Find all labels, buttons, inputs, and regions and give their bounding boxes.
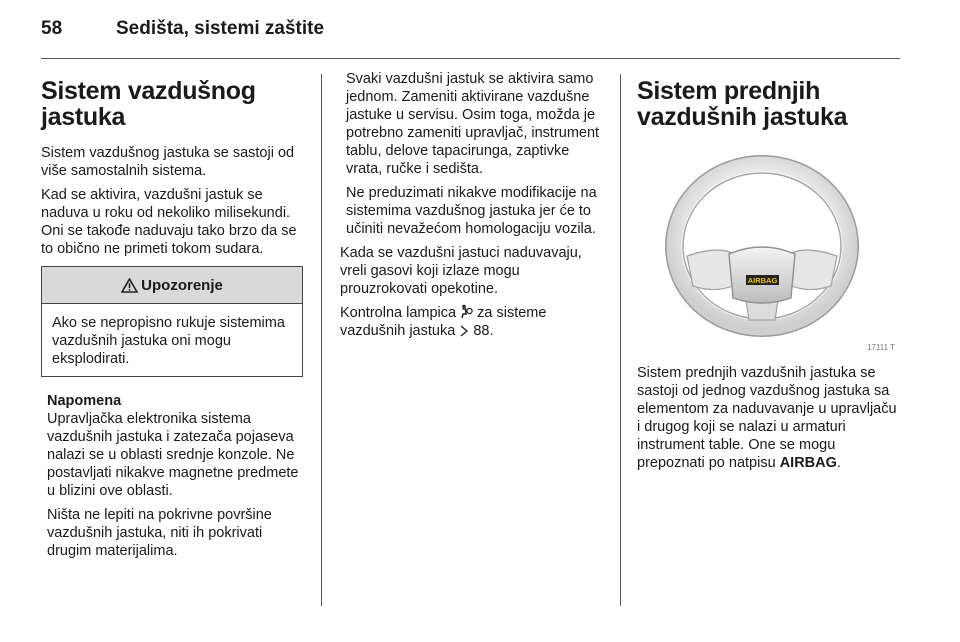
header-rule <box>41 58 900 59</box>
column-divider-2 <box>620 74 621 606</box>
airbag-keyword: AIRBAG <box>779 455 837 471</box>
warning-text: Ako se nepropisno rukuje sistemima vazdušnih jastuka oni mogu eksplodirati. <box>52 315 285 367</box>
page-header <box>41 18 900 46</box>
warning-triangle-icon <box>121 278 138 293</box>
paragraph: Sistem vazdušnog jastuka se sastoji od više samostalnih sistema. <box>41 145 295 179</box>
warning-box <box>41 266 303 377</box>
page-number: 58 <box>41 18 63 39</box>
airbag-warning-lamp-icon <box>460 304 473 319</box>
figure-code: 17111 T <box>866 343 895 352</box>
airbag-label: AIRBAG <box>747 276 778 285</box>
note-paragraph: Upravljačka elektronika sistema vazdušnih jastuka i zatezača pojaseva nalazi se u oblasti srednje konzole. Ne postavljati nikakve magnetne predmete u blizini ove oblasti. <box>47 411 299 499</box>
section-heading-airbag-system: Sistem vazdušnog jastuka <box>41 77 256 131</box>
note-block <box>41 393 303 560</box>
warning-body <box>42 304 302 376</box>
warning-header <box>42 267 302 304</box>
note-title: Napomena <box>47 393 122 409</box>
paragraph-front-airbag <box>637 364 901 472</box>
lamp-text-mid: za sisteme vazdušnih jastuka <box>340 305 547 339</box>
chapter-title: Sedišta, sistemi zaštite <box>116 18 325 39</box>
paragraph: Ne preduzimati nikakve modifikacije na sistemima vazdušnog jastuka jer će to učiniti nevažećom homologaciju vozila. <box>346 185 597 237</box>
paragraph-control-lamp <box>340 304 605 340</box>
paragraph-text: Sistem prednjih vazdušnih jastuka se sastoji od jednog vazdušnog jastuka sa elementom za naduvavanje u upravljaču i drugog koji se nalazi u armaturi instrument table. One se mogu prepoznati po natpisu <box>637 365 897 471</box>
paragraph-end: . <box>836 455 841 471</box>
page-reference[interactable]: 88. <box>473 323 494 339</box>
paragraph: Kada se vazdušni jastuci naduvavaju, vreli gasovi koji izlaze mogu prouzrokovati opekotine. <box>340 245 582 297</box>
lamp-text-start: Kontrolna lampica <box>340 305 457 321</box>
column-left <box>41 70 303 566</box>
section-heading-front-airbags: Sistem prednjih vazdušnih jastuka <box>637 77 848 131</box>
column-divider-1 <box>321 74 322 606</box>
paragraph: Svaki vazdušni jastuk se aktivira samo jednom. Zameniti aktivirane vazdušne jastuke u servisu. Osim toga, možda je potrebno zameniti upravljač, instrument tablu, delove tapacirunga, zaptivke vrata, ručke i sedišta. <box>346 71 600 177</box>
note-paragraph: Ništa ne lepiti na pokrivne površine vazdušnih jastuka, niti ih pokrivati drugim materijalima. <box>47 507 272 559</box>
steering-wheel-illustration <box>637 144 899 354</box>
column-right <box>637 70 901 478</box>
paragraph: Kad se aktivira, vazdušni jastuk se naduva u roku od nekoliko milisekundi. Oni se takođe naduvaju tako brzo da se to obično ne primeti tokom sudara. <box>41 187 297 257</box>
page-reference-icon <box>459 325 469 337</box>
column-middle <box>340 70 605 346</box>
warning-title: Upozorenje <box>141 276 223 294</box>
